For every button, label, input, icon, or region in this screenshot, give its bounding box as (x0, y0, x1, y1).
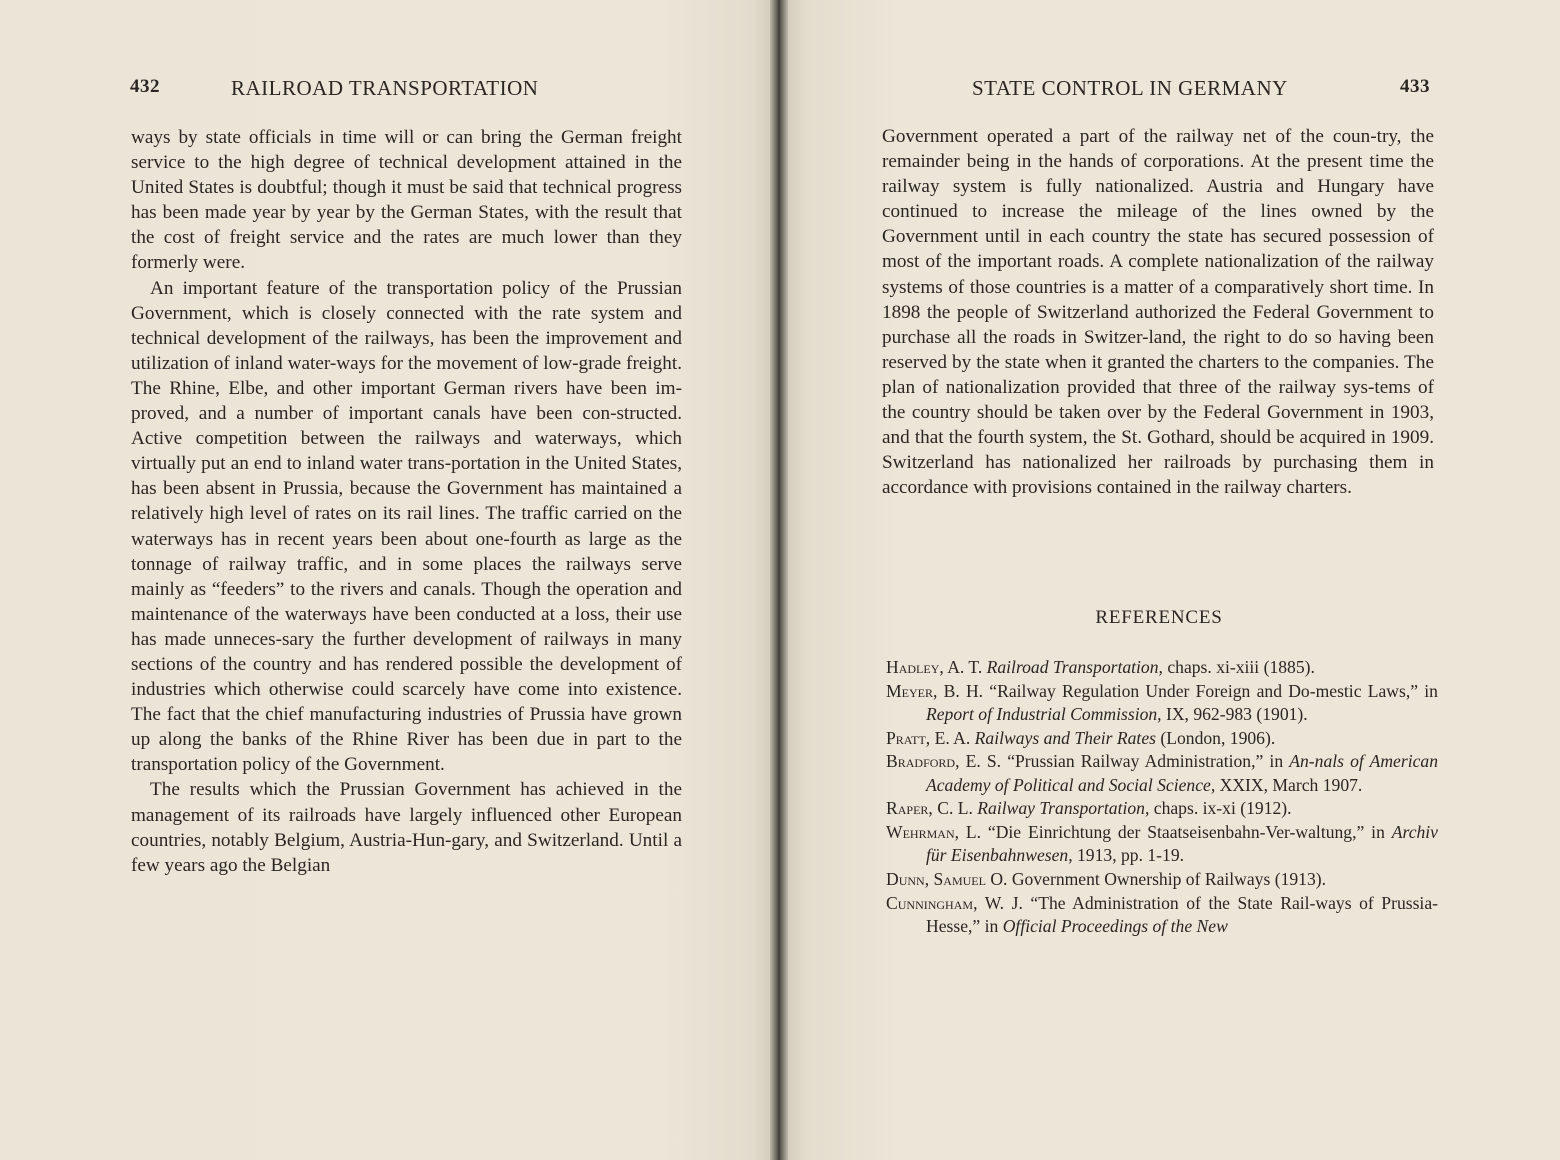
left-page-number: 432 (130, 76, 160, 97)
reference-entry: Bradford, E. S. “Prussian Railway Administration,” in An-nals of American Academy of Political and Social Science, XXIX, March 1907. (886, 751, 1439, 795)
paragraph: ways by state officials in time will or can bring the German freight service to the high degree of technical development attained in the United States is doubtful; though it must be said that technical progress has been made year by year by the German States, with the result that the cost of freight service and the rates are much lower than they formerly were. (131, 127, 682, 274)
reference-entry: Wehrman, L. “Die Einrichtung der Staatseisenbahn-Ver-waltung,” in Archiv für Eisenbahnwesen, 1913, pp. 1-19. (886, 821, 1438, 866)
right-running-title: STATE CONTROL IN GERMANY (972, 76, 1288, 100)
left-running-title: RAILROAD TRANSPORTATION (231, 76, 539, 100)
reference-entry: Raper, C. L. Railway Transportation, chaps. ix-xi (1912). (886, 798, 1292, 819)
reference-entry: Meyer, B. H. “Railway Regulation Under Foreign and Do-mestic Laws,” in Report of Industrial Commission, IX, 962-983 (1901). (886, 680, 1438, 724)
paragraph: Government operated a part of the railway net of the coun-try, the remainder being in the hands of corporations. At the present time the railway system is fully nationalized. Austria and Hungary have continued to increase the mileage of the lines owned by the Government until in each country the state has secured possession of most of the important roads. A complete nationalization of the railway systems of those countries is a matter of a comparatively short time. In 1898 the people of Switzerland authorized the Federal Government to purchase all the roads in Switzer-land, the right to do so having been reserved by the state when it granted the charters to the companies. The plan of nationalization provided that three of the railway sys-tems of the country should be taken over by the Federal Government in 1903, and that the fourth system, the St. Gothard, should be acquired in 1909. Switzerland has nationalized her railroads by purchasing them in accordance with provisions contained in the railway charters. (882, 126, 1434, 499)
reference-entry: Pratt, E. A. Railways and Their Rates (London, 1906). (886, 727, 1276, 748)
paragraph: The results which the Prussian Government has achieved in the management of its railroads have largely influenced other European countries, notably Belgium, Austria-Hun-gary, and Switzerland. Until a few years ago the Belgian (131, 779, 682, 876)
references-heading: REFERENCES (1095, 607, 1223, 628)
reference-entry: Cunningham, W. J. “The Administration of the State Rail-ways of Prussia-Hesse,” in Official Proceedings of the New (886, 892, 1438, 936)
reference-entry: Dunn, Samuel O. Government Ownership of Railways (1913). (886, 868, 1327, 889)
paragraph: An important feature of the transportation policy of the Prussian Government, which is closely connected with the rate system and technical development of the railways, has been the improvement and utilization of inland water-ways for the movement of low-grade freight. The Rhine, Elbe, and other important German rivers have been im-proved, and a number of important canals have been con-structed. Active competition between the railways and waterways, which virtually put an end to inland water trans-portation in the United States, has been absent in Prussia, because the Government has maintained a relatively high level of rates on its rail lines. The traffic carried on the waterways has in recent years been about one-fourth as large as the tonnage of railway traffic, and in some places the railways serve mainly as “feeders” to the rivers and canals. Though the operation and maintenance of the waterways have been conducted at a loss, their use has made unneces-sary the further development of railways in many sections of the country and has rendered possible the development of industries which otherwise could scarcely have come into existence. The fact that the chief manufacturing industries of Prussia have grown up along the banks of the Rhine River has been due in part to the transportation policy of the Government. (131, 277, 682, 776)
right-page-number: 433 (1400, 76, 1430, 97)
left-body-text (131, 125, 682, 878)
reference-entry: Hadley, A. T. Railroad Transportation, chaps. xi-xiii (1885). (886, 657, 1315, 677)
book-gutter (770, 0, 788, 1160)
right-running-head (972, 76, 1434, 106)
right-body-text (882, 124, 1434, 500)
left-running-head (130, 76, 690, 106)
references-list (886, 656, 1438, 938)
